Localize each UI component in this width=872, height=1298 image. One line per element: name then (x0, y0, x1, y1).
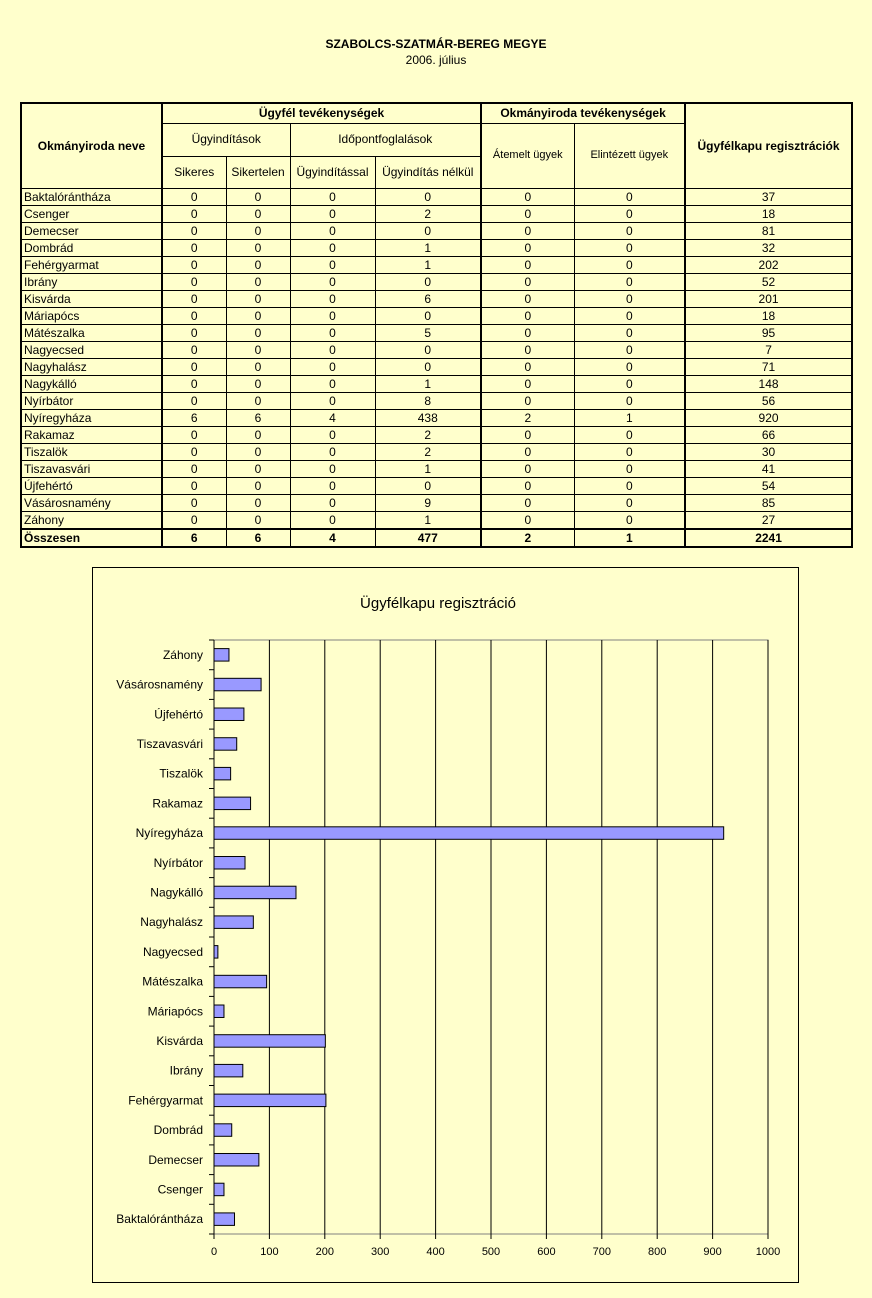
category-label: Fehérgyarmat (128, 1093, 203, 1108)
value-cell: 0 (290, 223, 375, 240)
header-completed-cases: Elintézett ügyek (574, 123, 685, 189)
bar (214, 916, 253, 928)
bar (214, 857, 245, 869)
value-cell: 52 (685, 274, 852, 291)
value-cell: 0 (226, 308, 290, 325)
category-label: Nagyecsed (142, 944, 203, 959)
value-cell: 0 (574, 342, 685, 359)
value-cell: 0 (290, 206, 375, 223)
category-label: Nagykálló (150, 885, 203, 900)
value-cell: 0 (290, 444, 375, 461)
office-name-cell: Máriapócs (21, 308, 162, 325)
value-cell: 0 (226, 206, 290, 223)
value-cell: 9 (375, 495, 481, 512)
value-cell: 0 (481, 376, 574, 393)
office-name-cell: Vásárosnamény (21, 495, 162, 512)
category-label: Baktalórántháza (116, 1212, 203, 1227)
value-cell: 0 (574, 461, 685, 478)
value-cell: 71 (685, 359, 852, 376)
value-cell: 0 (574, 376, 685, 393)
bar (214, 767, 231, 779)
value-cell: 0 (574, 359, 685, 376)
total-cell: 2 (481, 529, 574, 547)
table-row (21, 444, 852, 461)
value-cell: 0 (226, 376, 290, 393)
value-cell: 1 (375, 376, 481, 393)
value-cell: 0 (481, 291, 574, 308)
category-label: Tiszavasvári (136, 736, 203, 751)
value-cell: 37 (685, 189, 852, 206)
value-cell: 1 (375, 512, 481, 530)
value-cell: 85 (685, 495, 852, 512)
bar (214, 708, 244, 720)
table-row (21, 427, 852, 444)
value-cell: 0 (162, 393, 226, 410)
value-cell: 1 (375, 257, 481, 274)
category-label: Nyíregyháza (135, 826, 203, 841)
value-cell: 0 (290, 274, 375, 291)
header-transferred-cases: Átemelt ügyek (481, 123, 574, 189)
value-cell: 0 (162, 189, 226, 206)
value-cell: 0 (375, 478, 481, 495)
value-cell: 0 (574, 478, 685, 495)
category-label: Ibrány (169, 1063, 203, 1078)
header-without-initiation: Ügyindítás nélkül (375, 157, 481, 189)
value-cell: 0 (574, 308, 685, 325)
value-cell: 0 (226, 495, 290, 512)
office-name-cell: Csenger (21, 206, 162, 223)
value-cell: 0 (162, 308, 226, 325)
office-name-cell: Rakamaz (21, 427, 162, 444)
x-tick-label: 600 (537, 1246, 556, 1258)
x-tick-label: 400 (426, 1246, 445, 1258)
office-name-cell: Demecser (21, 223, 162, 240)
table-row (21, 325, 852, 342)
office-name-cell: Baktalórántháza (21, 189, 162, 206)
table-row (21, 393, 852, 410)
table-row (21, 257, 852, 274)
value-cell: 0 (574, 291, 685, 308)
value-cell: 0 (226, 478, 290, 495)
table-row (21, 240, 852, 257)
header-successful: Sikeres (162, 157, 226, 189)
x-tick-label: 800 (648, 1246, 667, 1258)
value-cell: 0 (226, 461, 290, 478)
value-cell: 0 (226, 223, 290, 240)
header-unsuccessful: Sikertelen (226, 157, 290, 189)
office-name-cell: Dombrád (21, 240, 162, 257)
value-cell: 920 (685, 410, 852, 427)
x-tick-label: 100 (260, 1246, 279, 1258)
value-cell: 0 (574, 393, 685, 410)
table-row (21, 308, 852, 325)
value-cell: 0 (162, 240, 226, 257)
value-cell: 30 (685, 444, 852, 461)
bar (214, 1094, 326, 1106)
total-cell: 2241 (685, 529, 852, 547)
office-name-cell: Mátészalka (21, 325, 162, 342)
value-cell: 0 (574, 206, 685, 223)
category-label: Nyírbátor (153, 855, 203, 870)
value-cell: 0 (162, 461, 226, 478)
value-cell: 0 (290, 427, 375, 444)
bar (214, 1213, 234, 1225)
value-cell: 27 (685, 512, 852, 530)
value-cell: 0 (375, 308, 481, 325)
total-label: Összesen (21, 529, 162, 547)
value-cell: 2 (375, 206, 481, 223)
office-name-cell: Ibrány (21, 274, 162, 291)
x-tick-label: 200 (315, 1246, 334, 1258)
x-tick-label: 900 (703, 1246, 722, 1258)
value-cell: 0 (226, 291, 290, 308)
table-total-row (21, 529, 852, 547)
table-row (21, 410, 852, 427)
value-cell: 0 (375, 274, 481, 291)
value-cell: 0 (574, 444, 685, 461)
office-name-cell: Kisvárda (21, 291, 162, 308)
value-cell: 0 (290, 308, 375, 325)
value-cell: 0 (226, 325, 290, 342)
table-row (21, 461, 852, 478)
value-cell: 2 (375, 444, 481, 461)
value-cell: 0 (481, 274, 574, 291)
value-cell: 1 (574, 410, 685, 427)
category-label: Tiszalök (159, 766, 203, 781)
value-cell: 0 (574, 240, 685, 257)
category-label: Kisvárda (156, 1033, 203, 1048)
value-cell: 0 (162, 359, 226, 376)
office-name-cell: Tiszalök (21, 444, 162, 461)
table-row (21, 291, 852, 308)
value-cell: 6 (162, 410, 226, 427)
page-title: SZABOLCS-SZATMÁR-BEREG MEGYE (325, 37, 547, 51)
value-cell: 0 (574, 495, 685, 512)
value-cell: 66 (685, 427, 852, 444)
value-cell: 0 (162, 342, 226, 359)
table-row (21, 376, 852, 393)
value-cell: 0 (481, 495, 574, 512)
value-cell: 0 (481, 478, 574, 495)
office-name-cell: Fehérgyarmat (21, 257, 162, 274)
bar (214, 827, 724, 839)
chart-title: Ügyfélkapu regisztráció (360, 595, 516, 612)
bar-chart (93, 568, 798, 1282)
value-cell: 0 (375, 359, 481, 376)
header-appointments: Időpontfoglalások (290, 123, 481, 157)
value-cell: 0 (481, 257, 574, 274)
office-name-cell: Nyírbátor (21, 393, 162, 410)
bar (214, 678, 261, 690)
office-name-cell: Záhony (21, 512, 162, 530)
value-cell: 0 (162, 257, 226, 274)
category-label: Mátészalka (142, 974, 203, 989)
total-cell: 477 (375, 529, 481, 547)
value-cell: 0 (226, 189, 290, 206)
bar (214, 886, 296, 898)
value-cell: 0 (574, 223, 685, 240)
value-cell: 0 (574, 274, 685, 291)
value-cell: 6 (375, 291, 481, 308)
value-cell: 0 (290, 461, 375, 478)
value-cell: 438 (375, 410, 481, 427)
bar (214, 1064, 243, 1076)
value-cell: 0 (574, 512, 685, 530)
value-cell: 0 (574, 257, 685, 274)
value-cell: 0 (290, 478, 375, 495)
value-cell: 0 (226, 359, 290, 376)
value-cell: 0 (290, 257, 375, 274)
value-cell: 18 (685, 308, 852, 325)
value-cell: 8 (375, 393, 481, 410)
bar (214, 1154, 259, 1166)
total-cell: 6 (226, 529, 290, 547)
value-cell: 0 (290, 376, 375, 393)
value-cell: 0 (481, 444, 574, 461)
x-tick-label: 1000 (755, 1246, 781, 1258)
value-cell: 0 (481, 359, 574, 376)
table-row (21, 342, 852, 359)
office-name-cell: Nagykálló (21, 376, 162, 393)
value-cell: 0 (162, 495, 226, 512)
bar (214, 797, 251, 809)
value-cell: 0 (481, 427, 574, 444)
value-cell: 0 (162, 512, 226, 530)
value-cell: 202 (685, 257, 852, 274)
value-cell: 0 (481, 325, 574, 342)
value-cell: 2 (481, 410, 574, 427)
office-statistics-table (20, 102, 853, 548)
value-cell: 54 (685, 478, 852, 495)
value-cell: 0 (481, 393, 574, 410)
value-cell: 32 (685, 240, 852, 257)
total-cell: 6 (162, 529, 226, 547)
header-client-gate-registrations: Ügyfélkapu regisztrációk (685, 103, 852, 189)
category-label: Vásárosnamény (116, 677, 203, 692)
table-row (21, 189, 852, 206)
bar (214, 1005, 224, 1017)
category-label: Záhony (162, 647, 203, 662)
x-tick-label: 500 (481, 1246, 501, 1258)
total-cell: 4 (290, 529, 375, 547)
value-cell: 0 (226, 342, 290, 359)
office-name-cell: Tiszavasvári (21, 461, 162, 478)
category-label: Demecser (148, 1152, 203, 1167)
table-row (21, 206, 852, 223)
header-office-name: Okmányiroda neve (21, 103, 162, 189)
value-cell: 0 (162, 325, 226, 342)
value-cell: 0 (481, 223, 574, 240)
value-cell: 2 (375, 427, 481, 444)
value-cell: 95 (685, 325, 852, 342)
value-cell: 0 (226, 512, 290, 530)
value-cell: 56 (685, 393, 852, 410)
value-cell: 0 (481, 240, 574, 257)
table-row (21, 478, 852, 495)
value-cell: 0 (375, 189, 481, 206)
value-cell: 201 (685, 291, 852, 308)
value-cell: 0 (226, 427, 290, 444)
value-cell: 0 (481, 308, 574, 325)
table-row (21, 274, 852, 291)
value-cell: 0 (481, 342, 574, 359)
page-subtitle: 2006. július (405, 53, 467, 67)
bar (214, 975, 267, 987)
value-cell: 0 (162, 274, 226, 291)
value-cell: 7 (685, 342, 852, 359)
bar (214, 1124, 232, 1136)
value-cell: 1 (375, 240, 481, 257)
total-cell: 1 (574, 529, 685, 547)
value-cell: 148 (685, 376, 852, 393)
value-cell: 0 (375, 342, 481, 359)
value-cell: 0 (162, 206, 226, 223)
x-tick-label: 700 (592, 1246, 611, 1258)
value-cell: 0 (226, 393, 290, 410)
office-name-cell: Nagyecsed (21, 342, 162, 359)
value-cell: 0 (290, 240, 375, 257)
bar (214, 738, 237, 750)
value-cell: 0 (162, 291, 226, 308)
value-cell: 0 (226, 257, 290, 274)
value-cell: 0 (481, 206, 574, 223)
office-name-cell: Újfehértó (21, 478, 162, 495)
category-label: Újfehértó (154, 707, 203, 722)
value-cell: 0 (375, 223, 481, 240)
value-cell: 0 (574, 189, 685, 206)
value-cell: 0 (290, 512, 375, 530)
category-label: Máriapócs (147, 1004, 203, 1019)
value-cell: 0 (290, 495, 375, 512)
value-cell: 0 (162, 444, 226, 461)
value-cell: 0 (290, 359, 375, 376)
category-label: Csenger (157, 1182, 203, 1197)
value-cell: 0 (574, 427, 685, 444)
bar (214, 1183, 224, 1195)
chart-container (92, 567, 799, 1283)
value-cell: 18 (685, 206, 852, 223)
x-tick-label: 300 (371, 1246, 390, 1258)
value-cell: 0 (574, 325, 685, 342)
value-cell: 0 (162, 376, 226, 393)
header-case-initiations: Ügyindítások (162, 123, 290, 157)
bar (214, 1035, 325, 1047)
header-client-activities: Ügyfél tevékenységek (162, 103, 481, 123)
header-with-initiation: Ügyindítással (290, 157, 375, 189)
value-cell: 0 (290, 342, 375, 359)
table-row (21, 512, 852, 530)
office-name-cell: Nyíregyháza (21, 410, 162, 427)
value-cell: 0 (481, 461, 574, 478)
value-cell: 41 (685, 461, 852, 478)
table-row (21, 495, 852, 512)
category-label: Dombrád (153, 1123, 203, 1138)
value-cell: 0 (290, 291, 375, 308)
table-row (21, 223, 852, 240)
office-name-cell: Nagyhalász (21, 359, 162, 376)
category-label: Nagyhalász (140, 915, 203, 930)
value-cell: 0 (226, 274, 290, 291)
bar (214, 946, 218, 958)
value-cell: 0 (162, 427, 226, 444)
table-body (21, 189, 852, 530)
value-cell: 0 (162, 478, 226, 495)
value-cell: 6 (226, 410, 290, 427)
value-cell: 0 (290, 393, 375, 410)
value-cell: 0 (290, 325, 375, 342)
bar (214, 649, 229, 661)
value-cell: 0 (226, 240, 290, 257)
value-cell: 0 (226, 444, 290, 461)
x-tick-label: 0 (210, 1246, 218, 1258)
value-cell: 0 (481, 512, 574, 530)
category-label: Rakamaz (152, 796, 203, 811)
value-cell: 81 (685, 223, 852, 240)
header-office-activities: Okmányiroda tevékenységek (481, 103, 685, 123)
value-cell: 4 (290, 410, 375, 427)
value-cell: 1 (375, 461, 481, 478)
value-cell: 5 (375, 325, 481, 342)
table-row (21, 359, 852, 376)
value-cell: 0 (290, 189, 375, 206)
value-cell: 0 (162, 223, 226, 240)
value-cell: 0 (481, 189, 574, 206)
